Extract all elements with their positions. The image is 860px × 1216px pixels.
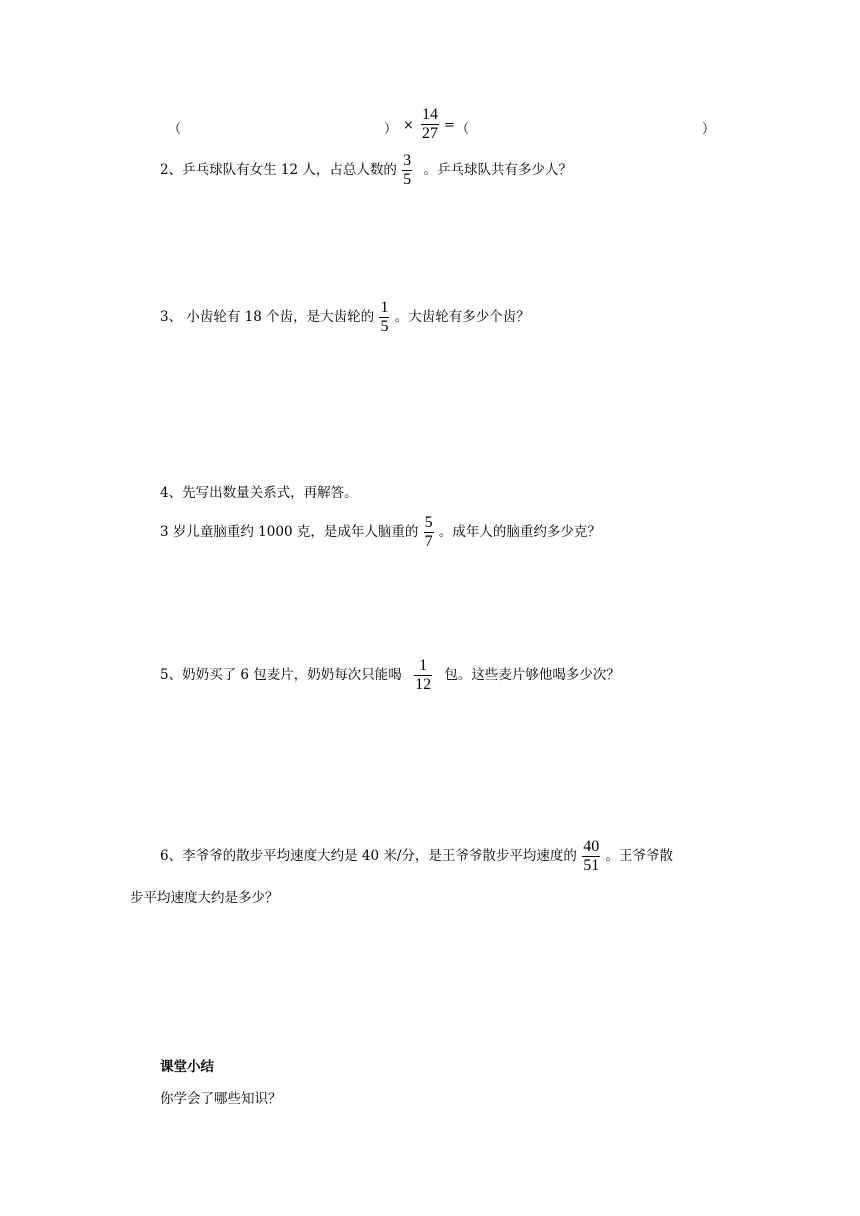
- fraction-5-7: [424, 514, 434, 551]
- question-3-text-before: 3、 小齿轮有 18 个齿，是大齿轮的: [160, 309, 375, 325]
- question-4: [160, 514, 601, 551]
- equals-sign: =: [444, 118, 455, 133]
- question-6-text-after: 。王爷爷散: [605, 848, 673, 864]
- question-2-text-after: 。乒乓球队共有多少人？: [423, 162, 572, 178]
- question-2: [160, 152, 572, 189]
- question-3-text-after: 。大齿轮有多少个齿？: [394, 309, 530, 325]
- open-paren-left: （: [168, 122, 182, 137]
- close-paren-left: ）: [384, 122, 398, 137]
- question-6-text-before: 6、李爷爷的散步平均速度大约是 40 米/分，是王爷爷散步平均速度的: [160, 848, 577, 864]
- fraction-40-51: [582, 838, 600, 875]
- question-5: [160, 657, 620, 694]
- fraction-denominator: 7: [424, 533, 433, 550]
- fraction-denominator: 5: [403, 171, 412, 188]
- fraction-denominator: 27: [422, 125, 438, 142]
- question-6-line-2: 步平均速度大约是多少？: [130, 890, 279, 906]
- fraction-3-5: [402, 152, 412, 189]
- summary-heading: 课堂小结: [160, 1059, 214, 1075]
- question-2-text-before: 2、乒乓球队有女生 12 人，占总人数的: [160, 162, 397, 178]
- fraction-1-12: [414, 657, 432, 694]
- fraction-14-27: [421, 106, 439, 143]
- fraction-1-5: [379, 299, 389, 336]
- question-5-text-before: 5、奶奶买了 6 包麦片，奶奶每次只能喝: [160, 667, 402, 683]
- fraction-numerator: 14: [422, 106, 438, 123]
- question-4-text-before: 3 岁儿童脑重约 1000 克，是成年人脑重的: [160, 524, 419, 540]
- close-paren-right: ）: [702, 122, 716, 137]
- fraction-numerator: 40: [583, 838, 600, 855]
- question-4-text-after: 。成年人的脑重约多少克？: [438, 524, 601, 540]
- fraction-numerator: 1: [380, 299, 389, 316]
- question-4-instruction: 4、先写出数量关系式，再解答。: [160, 485, 358, 501]
- fraction-denominator: 12: [415, 676, 432, 693]
- question-6: [160, 838, 673, 875]
- open-paren-right: （: [456, 122, 470, 137]
- fraction-denominator: 5: [380, 318, 389, 335]
- fraction-numerator: 3: [403, 152, 412, 169]
- fraction-numerator: 5: [424, 514, 433, 531]
- fraction-denominator: 51: [583, 857, 600, 874]
- summary-question: 你学会了哪些知识？: [160, 1091, 282, 1107]
- question-3: [160, 299, 530, 336]
- question-5-text-after: 包。这些麦片够他喝多少次？: [444, 667, 620, 683]
- fraction-numerator: 1: [419, 657, 428, 674]
- times-sign: ×: [403, 118, 414, 133]
